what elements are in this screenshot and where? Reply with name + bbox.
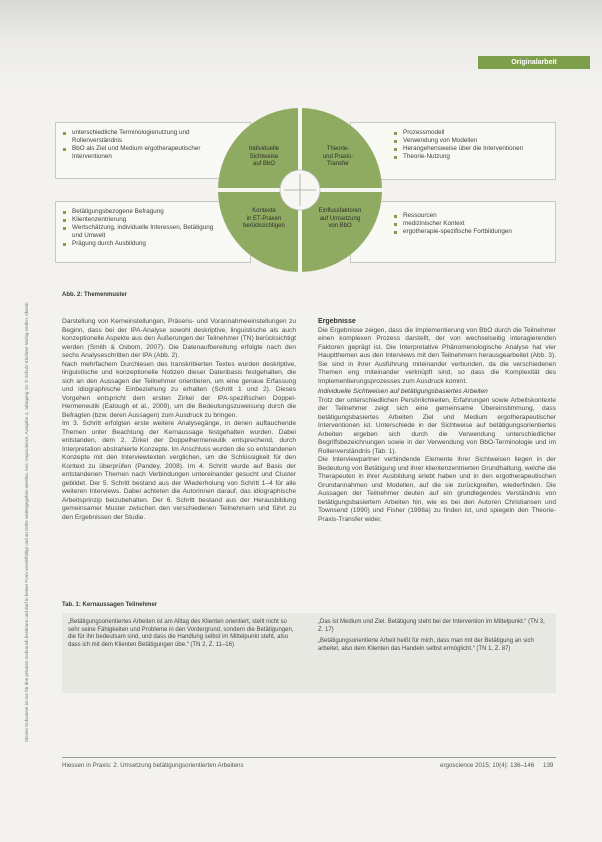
table-caption: Tab. 1: Kernaussagen Teilnehmer xyxy=(62,602,158,608)
box-bottom-left-item: Prägung durch Ausbildung xyxy=(56,240,222,248)
quotes-right-cell xyxy=(318,619,550,657)
quadrant-label-line: in ET-Praxen xyxy=(246,215,282,222)
quadrant-label-line: auf Umsetzung xyxy=(319,215,361,222)
left-text-column xyxy=(62,318,296,564)
box-top-right-item: Herangehensweise über die Interventionen xyxy=(387,145,553,153)
footer-page-number: 139 xyxy=(543,762,554,769)
body-paragraph: Darstellung von Kerneinstellungen, Präsens- und Vorannahmeeinstellungen zu Beginn, dass bei der IPA-Analyse sowohl deskriptive, linguistische als auch konzeptionelle Aspekte aus den Äußerungen der Teilnehmer (TN) berücksichtigt werden (Smith & Osborn, 2007). Die Datenaufbereitung erfolgte nach den sechs Analyseschritten der IPA (Abb. 2). xyxy=(62,318,296,359)
body-paragraph: Nach mehrfachem Durchlesen des transkribierten Textes wurden deskriptive, linguistische und konzeptionelle Notizen dieser Datenbasis festgehalten, die sich an den Aussagen der Teilnehmer orientieren, um eine genaue Erfassung und idiographische Einbeziehung zu erhalten (Schritt 1 und 2). Dieses Vorgehen entspricht dem ersten Zirkel der IPA-spezifischen Doppel-Hermeneutik (Eatough et al., 2009), um die Bedeutungszuweisung durch die Befragten (bzw. deren Aussagen) zum Ausdruck zu bringen. xyxy=(62,360,296,419)
quadrant-label-line: Sichtweise xyxy=(249,153,279,160)
quadrant-label-bottom-right xyxy=(306,208,374,231)
quadrant-label-line: und Praxis- xyxy=(322,153,354,160)
quadrant-label-line: berücksichtigen xyxy=(243,223,285,229)
theme-circle xyxy=(0,0,602,290)
footer-journal-citation: ergoscience 2015; 10(4): 136–146 xyxy=(440,762,535,769)
quadrant-label-line: Kontexte xyxy=(252,208,276,214)
footer-running-title: Hiessen in Praxis: 2. Umsetzung betätigungsorientierten Arbeitens xyxy=(62,762,244,769)
body-paragraph: Im 3. Schritt erfolgten erste weitere Analysegänge, in denen auftauchende Themen unter Beachtung der Kernaussage festgehalten wurden. Dabei entstanden, dem 2. Zirkel der Doppelhermeneutik entsprechend, durch Interpretation abstrahierte Konzepte. Im Anschluss wurden die so entstandenen Konzepte mit den Interviewtexten verglichen, um die Schlüssigkeit für den Kontext zu überprüfen (Pandey, 2008). Im 4. Schritt wurde auf Basis der entstandenen Themen nach Verbindungen untereinander gesucht und Cluster gebildet. Der 5. Schritt bestand aus der Wiederholung von Schritt 1–4 für alle weiteren Interviews. Dabei achteten die Autorinnen darauf, das idiographische Arbeitsprinzip beizubehalten. Der 6. Schritt bestand aus der Herausbildung gemeinsamer Muster zwischen den verschiedenen Teilnehmern und führt zu den Ergebnissen der Studie. xyxy=(62,420,296,521)
quotes-left-cell xyxy=(68,619,300,653)
quadrant-label-bottom-left xyxy=(232,208,296,231)
box-top-right-item: Prozessmodell xyxy=(387,129,553,137)
quadrant-label-line: Theorie- xyxy=(326,146,350,152)
box-top-right-item: Verwendung von Modellen xyxy=(387,137,553,145)
participant-quote: „Betätigungsorientiertes Arbeiten ist am Alltag des Klienten orientiert, stellt nicht so sehr seine Fähigkeiten und Probleme in den Vordergrund, sondern die Betätigungen, die für ihn bedeutsam sind, und dass die Handlung selbst im Mittelpunkt steht, also dass ich mit dem Klienten Betätigungen übe.“ (TN 2, Z. 11–16) xyxy=(68,619,294,648)
quadrant-label-top-right xyxy=(308,146,368,169)
theme-diagram-figure xyxy=(0,0,602,290)
subsection-heading: Individuelle Sichtweisen auf betätigungsbasiertes Arbeiten xyxy=(318,388,488,395)
quotes-table xyxy=(62,613,556,693)
quadrant-label-line: auf BbO xyxy=(252,161,275,167)
quadrant-label-top-left xyxy=(234,146,294,169)
figure-caption: Abb. 2: Themenmuster xyxy=(62,292,128,298)
quadrant-label-line: Einflussfaktoren xyxy=(318,208,362,214)
box-bottom-right-item: ergotherapie-spezifische Fortbildungen xyxy=(387,228,513,236)
section-tab-label: Originalarbeit xyxy=(478,56,590,69)
copyright-side-note: Dieses Dokument ist nur für den privaten Gebrauch bestimmt und darf in keiner Form vervielfältigt und an Dritte weitergegeben werden. Aus: ergoscience, Ausgabe 4, Jahrgang 10. © Schulz-Kirchner Verlag GmbH, Idstein xyxy=(24,302,29,742)
quadrant-label-line: Transfer xyxy=(326,161,350,167)
box-top-left-item: BbO als Ziel und Medium ergotherapeutischer Interventionen xyxy=(56,145,212,161)
quadrant-label-line: von BbO xyxy=(328,223,352,229)
box-top-left-item: unterschiedliche Terminologienutzung und Rollenverständnis xyxy=(56,129,212,145)
box-bottom-left-item: Klientenzentrierung xyxy=(56,216,222,224)
quadrant-label-line: Individuelle xyxy=(248,146,280,152)
box-bottom-left-item: Betätigungsbezogene Befragung xyxy=(56,208,222,216)
body-paragraph: Die Interviewpartner verbindende Elemente ihrer Sichtweisen liegen in der Bedeutung von Betätigung und ihrer klientenzentrierten Grundhaltung, welche die Therapeuten in ihrer Ausbildung erlebt haben und in den ergotherapeutischen Grundannahmen und Modellen, auf die sie zurückgreifen, wiederfinden. Die Aussagen der Teilnehmer deuten auf ein grundlegendes Verständnis von betätigungsbasiertem Arbeiten hin, wie es bei den Autoren Christiansen und Townsend (1990) und Fisher (1998a) zu finden ist, und spiegeln den Theorie-Praxis-Transfer wider. xyxy=(318,456,556,523)
section-heading: Ergebnisse xyxy=(318,318,356,325)
box-top-right-item: Theorie-Nutzung xyxy=(387,153,553,161)
right-text-column xyxy=(318,318,556,558)
box-bottom-left-item: Wertschätzung, individuelle Interessen, Betätigung und Umwelt xyxy=(56,224,222,240)
body-paragraph: Die Ergebnisse zeigen, dass die Implementierung von BbO durch die Teilnehmer einen komplexen Prozess darstellt, der von wechselseitig interagierenden Faktoren geprägt ist. Die Interpretative Phänomenologische Analyse hat vier Hauptthemen aus den Interviews mit den Teilnehmern herausgearbeitet (Abb. 3). Sie sind in ihrer Ausführung miteinander verbunden, da die verschiedenen Themen eng miteinander verknüpft sind, so dass die Komplexität des Implementierungsprozesses zum Ausdruck kommt. xyxy=(318,326,556,385)
box-bottom-right-item: Ressourcen xyxy=(387,212,523,220)
body-paragraph: Trotz der unterschiedlichen Persönlichkeiten, Erfahrungen sowie Arbeitskontexte der Teilnehmer zeigt sich eine gemeinsame Übereinstimmung, dass betätigungsbasiertes Arbeiten Ziel und Medium ergotherapeutischer Interventionen ist. Unterschiede in der Sichtweise auf betätigungsorientiertes Arbeiten ergeben sich durch die Verwendung unterschiedlicher Begriffsbezeichnungen sowie in der Verwendung von BbO-Terminologie und im Rollenverständnis (Tab. 1). xyxy=(318,396,556,455)
participant-quote: „Betätigungsorientierte Arbeit heißt für mich, dass man mit der Betätigung an sich arbeitet, also dem Klienten das Handeln selbst ermöglicht.“ (TN 1, Z. 87) xyxy=(318,638,534,652)
footer-divider xyxy=(62,757,556,758)
participant-quote: „Das ist Medium und Ziel. Betätigung steht bei der Intervention im Mittelpunkt.“ (TN 3, Z. 17) xyxy=(318,619,545,633)
box-bottom-right-item: medizinischer Kontext xyxy=(387,220,523,228)
